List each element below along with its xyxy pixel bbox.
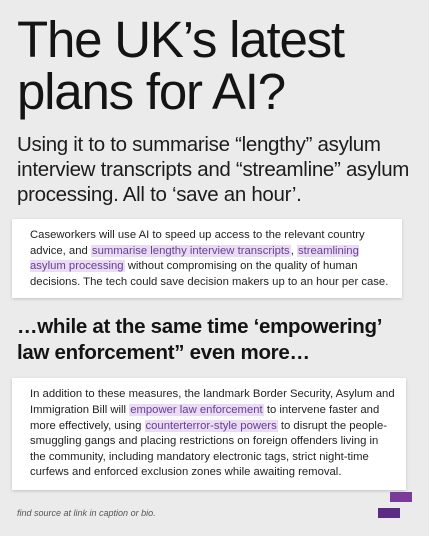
headline: The UK’s latest plans for AI? bbox=[17, 11, 344, 120]
card1-text-mid: , bbox=[290, 244, 297, 257]
quote-card-ai-use bbox=[12, 219, 402, 298]
card1-text-post: without compromising on the quality of human decisions. The tech could save decision makers up to an hour per case. bbox=[30, 260, 389, 288]
card2-highlight-counterterror: counterterror-style powers bbox=[145, 419, 277, 432]
source-footnote: find source at link in caption or bio. bbox=[17, 508, 156, 518]
section-heading: …while at the same time ‘empowering’ law enforcement” even more… bbox=[17, 315, 381, 365]
brand-logo-icon bbox=[378, 492, 412, 518]
quote-card-law-enforcement bbox=[12, 378, 406, 490]
logo-bottom-bar bbox=[378, 508, 400, 518]
card2-highlight-empower: empower law enforcement bbox=[130, 403, 263, 416]
card1-highlight-streamlining: streamlining asylum processing bbox=[30, 244, 359, 273]
card2-text-mid: to intervene faster and more effectively, using bbox=[30, 403, 380, 432]
card1-highlight-summarise: summarise lengthy interview transcripts bbox=[91, 244, 290, 257]
subhead: Using it to to summarise “lengthy” asylum interview transcripts and “streamline” asylum processing. All to ‘save an hour’. bbox=[17, 133, 410, 206]
card2-text-post: to disrupt the people-smuggling gangs and placing restrictions on foreign offenders living in the community, including mandatory electronic tags, strict night-time curfews and enforced exclusion zones while awaiting removal. bbox=[30, 419, 387, 479]
card2-text-pre: In addition to these measures, the landmark Border Security, Asylum and Immigration Bill will bbox=[30, 388, 395, 416]
card1-text-pre: Caseworkers will use AI to speed up access to the relevant country advice, and bbox=[30, 229, 365, 257]
logo-top-bar bbox=[390, 492, 412, 502]
